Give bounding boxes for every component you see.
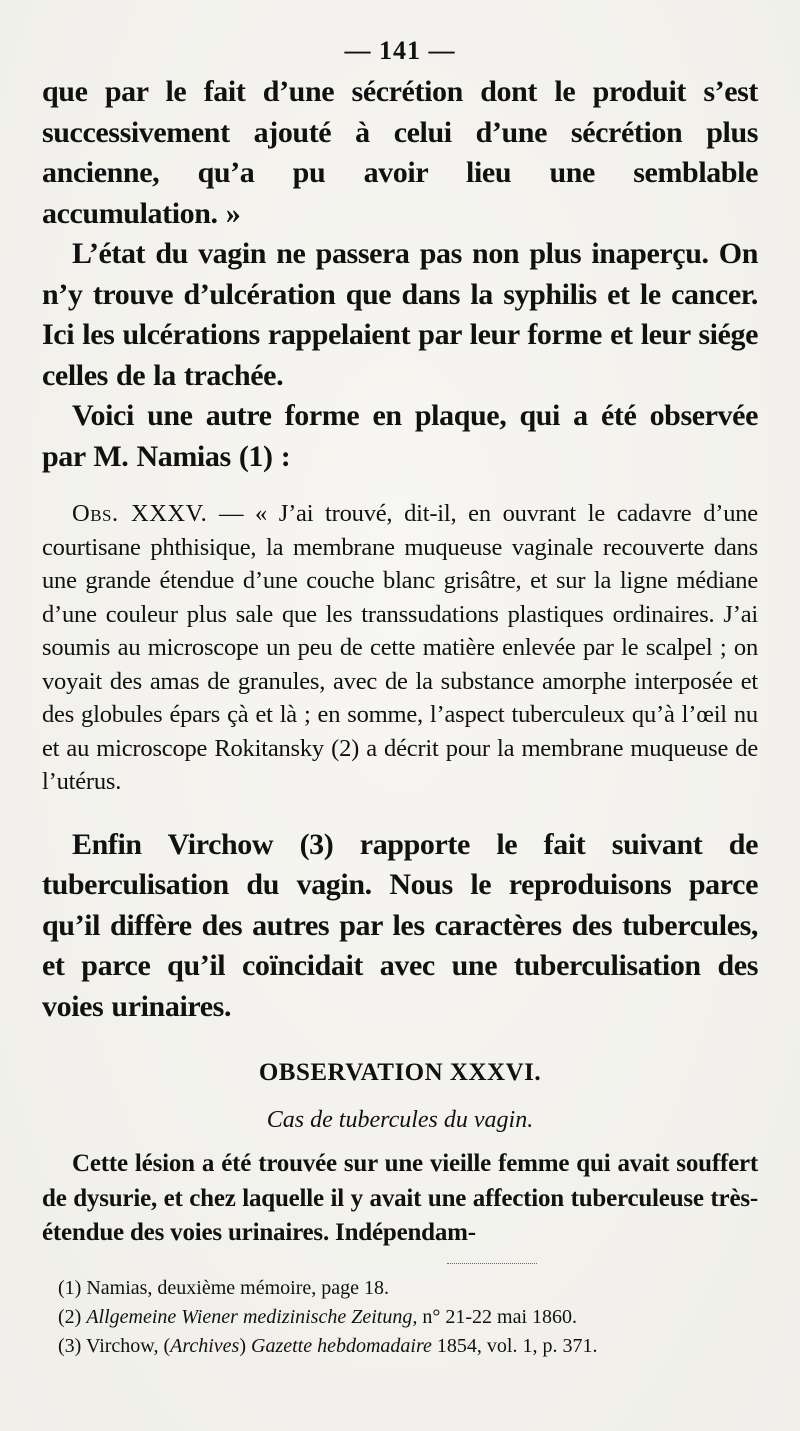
footnote-3-prefix: (3) Virchow, ( xyxy=(58,1334,171,1357)
observation-35-label: Obs. XXXV. xyxy=(72,500,208,527)
paragraph-virchow: Enfin Virchow (3) rapporte le fait suivant de tuberculisation du vagin. Nous le reproduisons parce qu’il diffère des autres par les caractères des tubercules, et parce qu’il coïncidait avec une tuberculisation des voies urinaires. xyxy=(42,827,758,1023)
footnote-3 xyxy=(58,1332,758,1361)
page-number: — 141 — xyxy=(344,36,456,65)
footnote-1: (1) Namias, deuxième mémoire, page 18. xyxy=(58,1276,389,1299)
observation-35 xyxy=(42,497,758,799)
observation-36-subtitle: Cas de tubercules du vagin. xyxy=(266,1107,534,1133)
observation-35-text: — « J’ai trouvé, dit-il, en ouvrant le cadavre d’une courtisane phthisique, la membrane muqueuse vaginale recouverte dans une grande étendue d’une couche blanc grisâtre, et sur la ligne médiane d’une couleur plus sale que les transsudations plastiques ordinaires. J’ai soumis au microscope un peu de cette matière enlevée par le scalpel ; on voyait des amas de granules, avec de la substance amorphe interposée et des globules épars çà et là ; en somme, l’aspect tuberculeux qu’à l’œil nu et au microscope Rokitansky (2) a décrit pour la membrane muqueuse de l’utérus. xyxy=(42,500,758,795)
footnote-3-rest: 1854, vol. 1, p. 371. xyxy=(436,1334,598,1357)
footnote-2 xyxy=(58,1303,758,1332)
footnote-2-title: Allgemeine Wiener medizinische Zeitung, xyxy=(86,1305,418,1328)
observation-36-heading: OBSERVATION XXXVI. xyxy=(258,1059,542,1086)
footnotes xyxy=(42,1274,758,1361)
footnote-3-archives: Archives xyxy=(170,1334,240,1357)
paragraph-continuation: que par le fait d’une sécrétion dont le produit s’est successivement ajouté à celui d’une sécrétion plus ancienne, qu’a pu avoir lieu une semblable accumulation. » xyxy=(42,75,758,230)
footnote-3-bracket: ) xyxy=(239,1334,247,1357)
footnote-2-rest: n° 21-22 mai 1860. xyxy=(422,1305,578,1328)
footnote-2-number: (2) xyxy=(58,1305,82,1328)
footnote-3-title: Gazette hebdomadaire xyxy=(251,1334,432,1357)
paragraph-vagin-etat: L’état du vagin ne passera pas non plus inaperçu. On n’y trouve d’ulcération que dans la syphilis et le cancer. Ici les ulcérations rappelaient par leur forme et leur siége celles de la trachée. xyxy=(42,237,758,392)
paragraph-lesion: Cette lésion a été trouvée sur une vieille femme qui avait souffert de dysurie, et chez laquelle il y avait une affection tuberculeuse très-étendue des voies urinaires. Indépendam- xyxy=(42,1150,758,1246)
paragraph-namias-intro: Voici une autre forme en plaque, qui a été observée par M. Namias (1) : xyxy=(42,399,758,473)
footnote-divider xyxy=(447,1263,537,1264)
